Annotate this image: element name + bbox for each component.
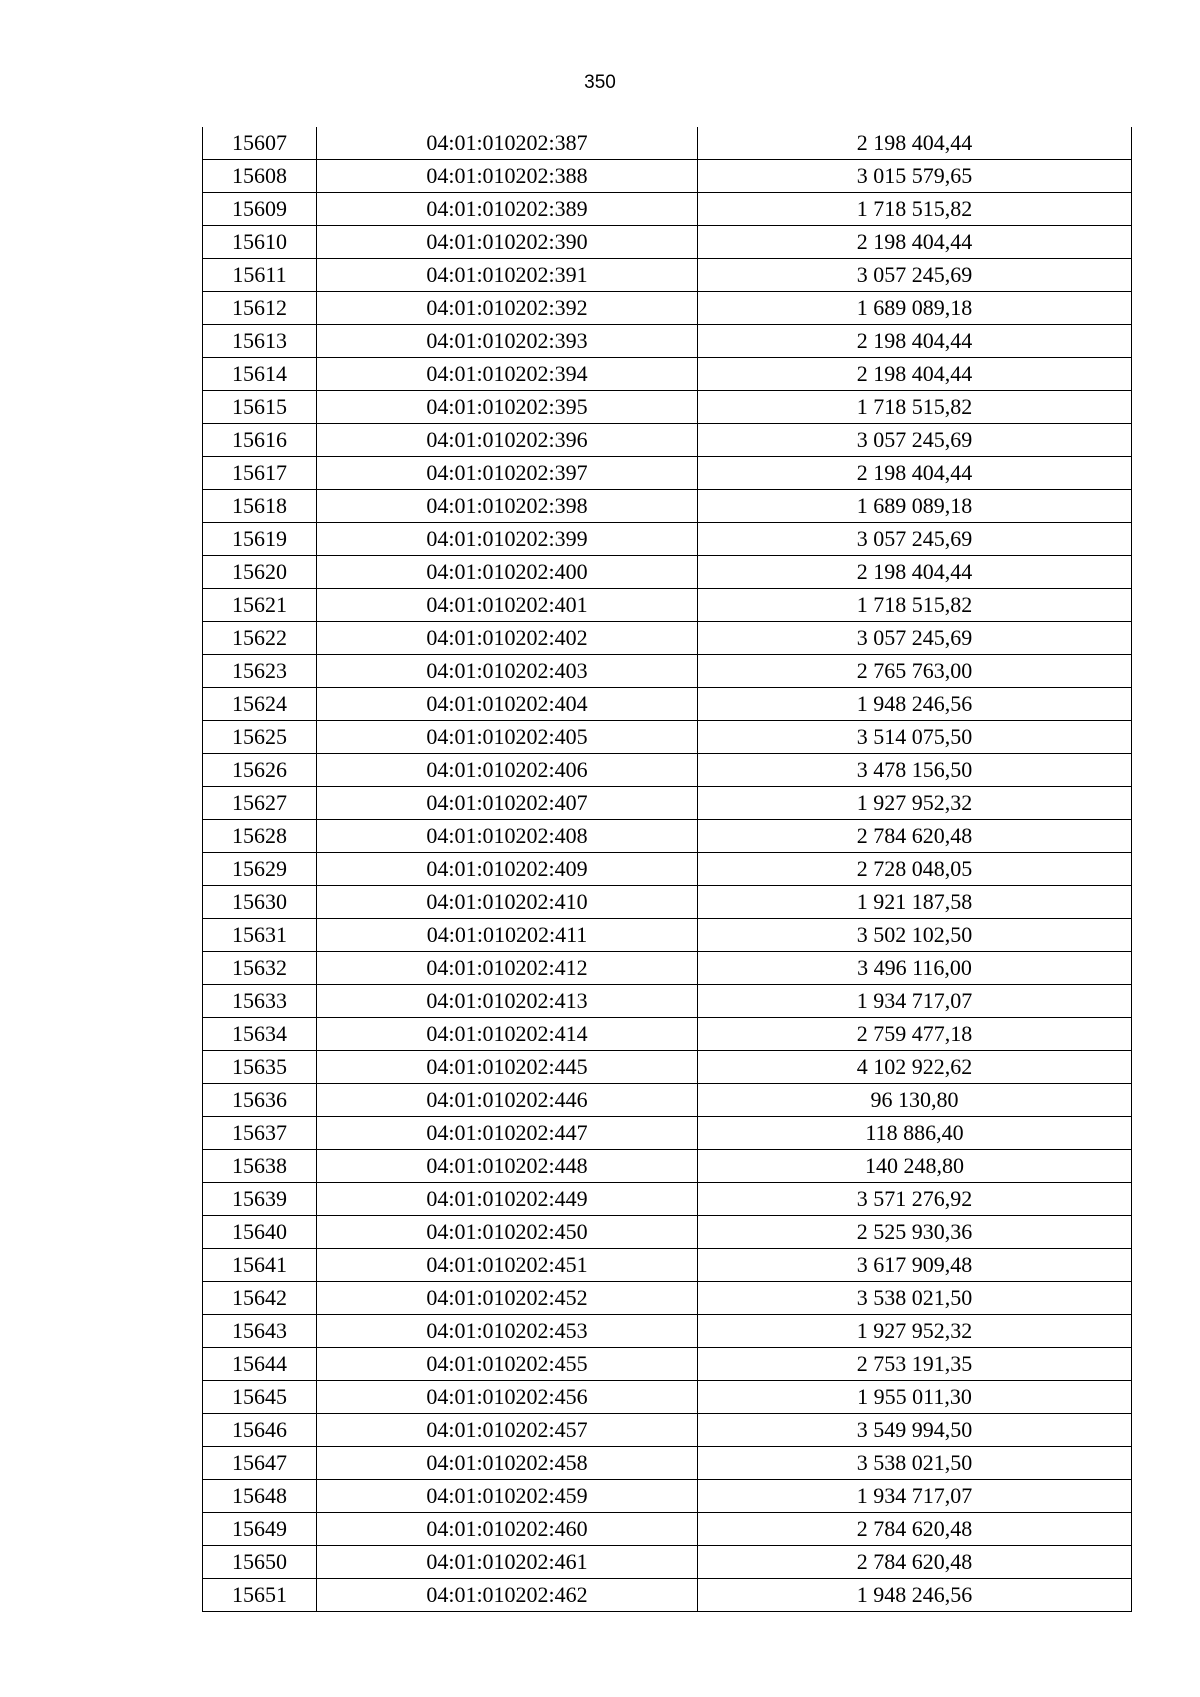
table-row <box>203 523 1132 556</box>
cadastral-number-cell: 04:01:010202:406 <box>317 754 698 787</box>
cadastral-number-cell: 04:01:010202:410 <box>317 886 698 919</box>
cadastral-number-cell: 04:01:010202:405 <box>317 721 698 754</box>
row-number-cell: 15616 <box>203 424 317 457</box>
cadastral-number-cell: 04:01:010202:452 <box>317 1282 698 1315</box>
cadastral-number-cell: 04:01:010202:389 <box>317 193 698 226</box>
cadastral-number-cell: 04:01:010202:447 <box>317 1117 698 1150</box>
table-row <box>203 127 1132 160</box>
cadastral-value-cell: 1 948 246,56 <box>698 688 1132 721</box>
cadastral-value-table <box>202 127 1132 1612</box>
cadastral-value-cell: 3 057 245,69 <box>698 523 1132 556</box>
cadastral-value-cell: 1 689 089,18 <box>698 490 1132 523</box>
cadastral-number-cell: 04:01:010202:395 <box>317 391 698 424</box>
cadastral-number-cell: 04:01:010202:446 <box>317 1084 698 1117</box>
cadastral-number-cell: 04:01:010202:394 <box>317 358 698 391</box>
cadastral-number-cell: 04:01:010202:390 <box>317 226 698 259</box>
cadastral-value-cell: 3 617 909,48 <box>698 1249 1132 1282</box>
row-number-cell: 15618 <box>203 490 317 523</box>
table-row <box>203 490 1132 523</box>
cadastral-number-cell: 04:01:010202:413 <box>317 985 698 1018</box>
cadastral-value-cell: 118 886,40 <box>698 1117 1132 1150</box>
cadastral-number-cell: 04:01:010202:391 <box>317 259 698 292</box>
cadastral-value-cell: 2 784 620,48 <box>698 820 1132 853</box>
cadastral-number-cell: 04:01:010202:401 <box>317 589 698 622</box>
row-number-cell: 15631 <box>203 919 317 952</box>
row-number-cell: 15611 <box>203 259 317 292</box>
cadastral-value-cell: 3 538 021,50 <box>698 1282 1132 1315</box>
table-row <box>203 721 1132 754</box>
table-row <box>203 1480 1132 1513</box>
table-row <box>203 1546 1132 1579</box>
row-number-cell: 15646 <box>203 1414 317 1447</box>
table-row <box>203 259 1132 292</box>
row-number-cell: 15612 <box>203 292 317 325</box>
table-row <box>203 886 1132 919</box>
cadastral-number-cell: 04:01:010202:393 <box>317 325 698 358</box>
cadastral-number-cell: 04:01:010202:460 <box>317 1513 698 1546</box>
row-number-cell: 15613 <box>203 325 317 358</box>
cadastral-value-cell: 140 248,80 <box>698 1150 1132 1183</box>
row-number-cell: 15622 <box>203 622 317 655</box>
cadastral-value-cell: 2 759 477,18 <box>698 1018 1132 1051</box>
row-number-cell: 15639 <box>203 1183 317 1216</box>
table-row <box>203 1447 1132 1480</box>
row-number-cell: 15637 <box>203 1117 317 1150</box>
cadastral-value-cell: 1 689 089,18 <box>698 292 1132 325</box>
cadastral-number-cell: 04:01:010202:457 <box>317 1414 698 1447</box>
cadastral-number-cell: 04:01:010202:407 <box>317 787 698 820</box>
table-row <box>203 589 1132 622</box>
cadastral-number-cell: 04:01:010202:402 <box>317 622 698 655</box>
cadastral-value-cell: 2 784 620,48 <box>698 1546 1132 1579</box>
cadastral-number-cell: 04:01:010202:414 <box>317 1018 698 1051</box>
cadastral-number-cell: 04:01:010202:400 <box>317 556 698 589</box>
cadastral-value-cell: 2 198 404,44 <box>698 556 1132 589</box>
cadastral-number-cell: 04:01:010202:412 <box>317 952 698 985</box>
row-number-cell: 15629 <box>203 853 317 886</box>
cadastral-value-cell: 3 571 276,92 <box>698 1183 1132 1216</box>
cadastral-value-cell: 3 057 245,69 <box>698 259 1132 292</box>
cadastral-number-cell: 04:01:010202:450 <box>317 1216 698 1249</box>
cadastral-value-cell: 2 198 404,44 <box>698 127 1132 160</box>
table-row <box>203 1018 1132 1051</box>
cadastral-number-cell: 04:01:010202:459 <box>317 1480 698 1513</box>
row-number-cell: 15640 <box>203 1216 317 1249</box>
cadastral-number-cell: 04:01:010202:458 <box>317 1447 698 1480</box>
cadastral-value-cell: 3 549 994,50 <box>698 1414 1132 1447</box>
row-number-cell: 15615 <box>203 391 317 424</box>
table-row <box>203 1051 1132 1084</box>
cadastral-value-cell: 1 955 011,30 <box>698 1381 1132 1414</box>
row-number-cell: 15621 <box>203 589 317 622</box>
table-row <box>203 424 1132 457</box>
cadastral-value-cell: 2 753 191,35 <box>698 1348 1132 1381</box>
cadastral-value-cell: 1 921 187,58 <box>698 886 1132 919</box>
row-number-cell: 15620 <box>203 556 317 589</box>
cadastral-number-cell: 04:01:010202:461 <box>317 1546 698 1579</box>
cadastral-number-cell: 04:01:010202:396 <box>317 424 698 457</box>
cadastral-value-cell: 1 718 515,82 <box>698 193 1132 226</box>
table-row <box>203 1282 1132 1315</box>
table-row <box>203 820 1132 853</box>
cadastral-number-cell: 04:01:010202:392 <box>317 292 698 325</box>
table-row <box>203 985 1132 1018</box>
table-row <box>203 754 1132 787</box>
table-row <box>203 292 1132 325</box>
cadastral-value-cell: 2 728 048,05 <box>698 853 1132 886</box>
row-number-cell: 15614 <box>203 358 317 391</box>
table-row <box>203 787 1132 820</box>
table-row <box>203 1513 1132 1546</box>
cadastral-value-cell: 2 765 763,00 <box>698 655 1132 688</box>
row-number-cell: 15628 <box>203 820 317 853</box>
cadastral-number-cell: 04:01:010202:387 <box>317 127 698 160</box>
cadastral-value-cell: 2 784 620,48 <box>698 1513 1132 1546</box>
row-number-cell: 15626 <box>203 754 317 787</box>
cadastral-number-cell: 04:01:010202:411 <box>317 919 698 952</box>
row-number-cell: 15609 <box>203 193 317 226</box>
table-row <box>203 1315 1132 1348</box>
table-row <box>203 1183 1132 1216</box>
table-row <box>203 1381 1132 1414</box>
table-row <box>203 1348 1132 1381</box>
cadastral-value-cell: 3 057 245,69 <box>698 622 1132 655</box>
table-row <box>203 358 1132 391</box>
row-number-cell: 15610 <box>203 226 317 259</box>
cadastral-value-cell: 2 198 404,44 <box>698 226 1132 259</box>
cadastral-number-cell: 04:01:010202:398 <box>317 490 698 523</box>
cadastral-value-cell: 1 718 515,82 <box>698 589 1132 622</box>
row-number-cell: 15630 <box>203 886 317 919</box>
cadastral-number-cell: 04:01:010202:453 <box>317 1315 698 1348</box>
cadastral-value-cell: 1 934 717,07 <box>698 985 1132 1018</box>
table-row <box>203 853 1132 886</box>
table-row <box>203 1150 1132 1183</box>
table-row <box>203 1216 1132 1249</box>
cadastral-number-cell: 04:01:010202:409 <box>317 853 698 886</box>
row-number-cell: 15645 <box>203 1381 317 1414</box>
table-row <box>203 457 1132 490</box>
cadastral-number-cell: 04:01:010202:397 <box>317 457 698 490</box>
cadastral-value-cell: 1 927 952,32 <box>698 1315 1132 1348</box>
row-number-cell: 15607 <box>203 127 317 160</box>
table-row <box>203 160 1132 193</box>
cadastral-value-cell: 3 015 579,65 <box>698 160 1132 193</box>
table-row <box>203 193 1132 226</box>
row-number-cell: 15644 <box>203 1348 317 1381</box>
cadastral-value-cell: 2 198 404,44 <box>698 457 1132 490</box>
row-number-cell: 15649 <box>203 1513 317 1546</box>
row-number-cell: 15632 <box>203 952 317 985</box>
row-number-cell: 15624 <box>203 688 317 721</box>
cadastral-value-cell: 2 198 404,44 <box>698 325 1132 358</box>
table-row <box>203 1414 1132 1447</box>
cadastral-value-cell: 3 514 075,50 <box>698 721 1132 754</box>
row-number-cell: 15638 <box>203 1150 317 1183</box>
cadastral-value-cell: 3 496 116,00 <box>698 952 1132 985</box>
cadastral-value-cell: 3 478 156,50 <box>698 754 1132 787</box>
row-number-cell: 15642 <box>203 1282 317 1315</box>
row-number-cell: 15647 <box>203 1447 317 1480</box>
cadastral-value-cell: 96 130,80 <box>698 1084 1132 1117</box>
row-number-cell: 15625 <box>203 721 317 754</box>
cadastral-number-cell: 04:01:010202:403 <box>317 655 698 688</box>
cadastral-number-cell: 04:01:010202:462 <box>317 1579 698 1612</box>
cadastral-number-cell: 04:01:010202:448 <box>317 1150 698 1183</box>
table-row <box>203 556 1132 589</box>
cadastral-number-cell: 04:01:010202:404 <box>317 688 698 721</box>
cadastral-number-cell: 04:01:010202:455 <box>317 1348 698 1381</box>
row-number-cell: 15648 <box>203 1480 317 1513</box>
table-row <box>203 655 1132 688</box>
row-number-cell: 15636 <box>203 1084 317 1117</box>
cadastral-number-cell: 04:01:010202:388 <box>317 160 698 193</box>
table-row <box>203 391 1132 424</box>
table-row <box>203 919 1132 952</box>
row-number-cell: 15651 <box>203 1579 317 1612</box>
row-number-cell: 15608 <box>203 160 317 193</box>
cadastral-number-cell: 04:01:010202:451 <box>317 1249 698 1282</box>
table-row <box>203 1249 1132 1282</box>
row-number-cell: 15623 <box>203 655 317 688</box>
cadastral-value-cell: 1 718 515,82 <box>698 391 1132 424</box>
row-number-cell: 15643 <box>203 1315 317 1348</box>
cadastral-value-cell: 3 538 021,50 <box>698 1447 1132 1480</box>
cadastral-number-cell: 04:01:010202:399 <box>317 523 698 556</box>
row-number-cell: 15627 <box>203 787 317 820</box>
cadastral-number-cell: 04:01:010202:456 <box>317 1381 698 1414</box>
cadastral-value-cell: 1 934 717,07 <box>698 1480 1132 1513</box>
row-number-cell: 15635 <box>203 1051 317 1084</box>
table-row <box>203 688 1132 721</box>
table-row <box>203 952 1132 985</box>
cadastral-value-cell: 3 502 102,50 <box>698 919 1132 952</box>
cadastral-value-cell: 1 948 246,56 <box>698 1579 1132 1612</box>
page-number: 350 <box>584 72 616 93</box>
cadastral-value-cell: 2 198 404,44 <box>698 358 1132 391</box>
table-row <box>203 1117 1132 1150</box>
row-number-cell: 15650 <box>203 1546 317 1579</box>
cadastral-number-cell: 04:01:010202:449 <box>317 1183 698 1216</box>
cadastral-number-cell: 04:01:010202:408 <box>317 820 698 853</box>
cadastral-value-cell: 2 525 930,36 <box>698 1216 1132 1249</box>
table-row <box>203 622 1132 655</box>
cadastral-number-cell: 04:01:010202:445 <box>317 1051 698 1084</box>
row-number-cell: 15641 <box>203 1249 317 1282</box>
cadastral-value-cell: 4 102 922,62 <box>698 1051 1132 1084</box>
cadastral-value-cell: 3 057 245,69 <box>698 424 1132 457</box>
row-number-cell: 15617 <box>203 457 317 490</box>
row-number-cell: 15633 <box>203 985 317 1018</box>
cadastral-value-cell: 1 927 952,32 <box>698 787 1132 820</box>
row-number-cell: 15619 <box>203 523 317 556</box>
table-row <box>203 325 1132 358</box>
table-row <box>203 1084 1132 1117</box>
table-row <box>203 1579 1132 1612</box>
row-number-cell: 15634 <box>203 1018 317 1051</box>
table-body <box>203 127 1132 1612</box>
table-row <box>203 226 1132 259</box>
